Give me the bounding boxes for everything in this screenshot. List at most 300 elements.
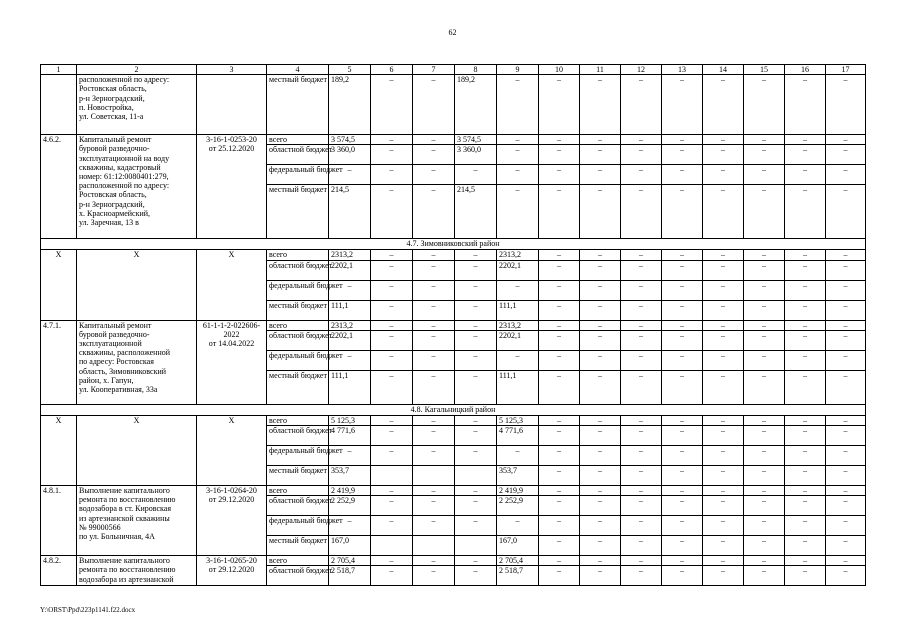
dash-cell: – bbox=[662, 260, 703, 280]
dash-cell: – bbox=[744, 370, 785, 404]
value-cell: 3 360,0 bbox=[329, 145, 371, 165]
column-number: 13 bbox=[662, 65, 703, 75]
dash-cell: – bbox=[826, 370, 866, 404]
object-description-line: Капитальный ремонт bbox=[79, 320, 152, 330]
dash-cell: – bbox=[662, 566, 703, 586]
dash-cell: – bbox=[455, 320, 497, 330]
dash-cell: – bbox=[539, 145, 580, 165]
dash-cell: – bbox=[621, 185, 662, 239]
dash-cell: – bbox=[539, 280, 580, 300]
dash-cell: – bbox=[785, 370, 826, 404]
dash-cell: – bbox=[580, 330, 621, 350]
dash-cell: – bbox=[413, 370, 455, 404]
dash-cell: – bbox=[455, 260, 497, 280]
dash-cell: – bbox=[662, 135, 703, 145]
dash-cell: – bbox=[785, 556, 826, 566]
dash-cell: – bbox=[371, 445, 413, 465]
object-description-line: п. Новостройка, bbox=[79, 102, 134, 112]
dash-cell: – bbox=[703, 465, 744, 485]
dash-cell: – bbox=[371, 516, 413, 536]
financing-table bbox=[40, 64, 866, 586]
dash-cell: – bbox=[497, 350, 539, 370]
dash-cell: – bbox=[785, 516, 826, 536]
column-number: 1 bbox=[41, 65, 77, 75]
dash-cell: – bbox=[785, 165, 826, 185]
dash-cell: – bbox=[580, 566, 621, 586]
dash-cell: – bbox=[662, 185, 703, 239]
budget-type-label: федеральный бюджет bbox=[267, 350, 329, 370]
dash-cell: – bbox=[329, 165, 371, 185]
dash-cell: – bbox=[539, 370, 580, 404]
dash-cell: – bbox=[329, 280, 371, 300]
dash-cell: – bbox=[371, 145, 413, 165]
dash-cell: – bbox=[539, 536, 580, 556]
dash-cell: – bbox=[744, 250, 785, 260]
dash-cell: – bbox=[455, 280, 497, 300]
dash-cell: – bbox=[371, 185, 413, 239]
column-number: 14 bbox=[703, 65, 744, 75]
dash-cell: – bbox=[580, 185, 621, 239]
object-description bbox=[77, 320, 197, 404]
object-description-line: водозабора из артезианской bbox=[79, 574, 174, 584]
dash-cell: – bbox=[785, 536, 826, 556]
dash-cell: – bbox=[539, 415, 580, 425]
dash-cell: – bbox=[826, 465, 866, 485]
dash-cell: – bbox=[744, 280, 785, 300]
dash-cell: – bbox=[826, 320, 866, 330]
object-description-line: Ростовская область, bbox=[79, 84, 147, 94]
dash-cell: – bbox=[744, 536, 785, 556]
dash-cell: – bbox=[703, 445, 744, 465]
dash-cell: – bbox=[455, 165, 497, 185]
empty-cell bbox=[455, 465, 497, 485]
dash-cell: – bbox=[621, 330, 662, 350]
dash-cell: – bbox=[371, 260, 413, 280]
dash-cell: – bbox=[413, 415, 455, 425]
dash-cell: – bbox=[703, 415, 744, 425]
dash-cell: – bbox=[455, 556, 497, 566]
section-title: 4.8. Кагальницкий район bbox=[41, 404, 866, 415]
dash-cell: – bbox=[455, 300, 497, 320]
dash-cell: – bbox=[621, 135, 662, 145]
dash-cell: – bbox=[785, 75, 826, 135]
column-number: 16 bbox=[785, 65, 826, 75]
table-row bbox=[41, 415, 866, 425]
budget-type-label: федеральный бюджет bbox=[267, 165, 329, 185]
object-description-line: х. Красноармейский, bbox=[79, 208, 151, 218]
value-cell: 3 574,5 bbox=[329, 135, 371, 145]
dash-cell: – bbox=[826, 485, 866, 495]
object-description-line: скважины, кадастровый bbox=[79, 162, 161, 172]
dash-cell: – bbox=[539, 135, 580, 145]
object-description bbox=[77, 75, 197, 135]
column-number: 10 bbox=[539, 65, 580, 75]
dash-cell: – bbox=[371, 300, 413, 320]
object-description-line: буровой разведочно- bbox=[79, 144, 150, 154]
dash-cell: – bbox=[703, 516, 744, 536]
dash-cell: – bbox=[785, 566, 826, 586]
dash-cell: – bbox=[497, 75, 539, 135]
dash-cell: – bbox=[826, 566, 866, 586]
dash-cell: – bbox=[785, 320, 826, 330]
dash-cell: – bbox=[539, 566, 580, 586]
dash-cell: – bbox=[826, 536, 866, 556]
dash-cell: – bbox=[371, 425, 413, 445]
value-cell: 4 771,6 bbox=[329, 425, 371, 445]
value-cell: 2 518,7 bbox=[329, 566, 371, 586]
document-ref-line: 3-16-1-0264-20 bbox=[206, 485, 257, 495]
dash-cell: – bbox=[785, 425, 826, 445]
dash-cell: – bbox=[580, 250, 621, 260]
object-description-line: № 99000566 bbox=[79, 522, 121, 532]
document-ref-line: от 14.04.2022 bbox=[208, 338, 255, 348]
dash-cell: – bbox=[826, 75, 866, 135]
dash-cell: – bbox=[580, 445, 621, 465]
dash-cell: – bbox=[413, 445, 455, 465]
dash-cell: – bbox=[662, 250, 703, 260]
dash-cell: – bbox=[744, 145, 785, 165]
value-cell: 2 419,9 bbox=[329, 485, 371, 495]
dash-cell: – bbox=[703, 566, 744, 586]
value-cell: 2202,1 bbox=[329, 330, 371, 350]
object-description-line: буровой разведочно- bbox=[79, 329, 150, 339]
dash-cell: – bbox=[455, 566, 497, 586]
budget-type-label: федеральный бюджет bbox=[267, 516, 329, 536]
object-description-line: Выполнение капитального bbox=[79, 556, 170, 566]
column-number-row bbox=[41, 65, 866, 75]
dash-cell: – bbox=[662, 75, 703, 135]
object-description-line: ул. Кооперативная, 33а bbox=[79, 384, 158, 394]
value-cell: 2202,1 bbox=[497, 260, 539, 280]
x-mark: Х bbox=[41, 250, 77, 320]
column-number: 8 bbox=[455, 65, 497, 75]
dash-cell: – bbox=[539, 165, 580, 185]
budget-type-label: областной бюджет bbox=[267, 425, 329, 445]
value-cell: 2313,2 bbox=[329, 250, 371, 260]
dash-cell: – bbox=[413, 135, 455, 145]
dash-cell: – bbox=[580, 465, 621, 485]
column-number: 6 bbox=[371, 65, 413, 75]
document-ref bbox=[197, 320, 267, 404]
object-description-line: расположенной по адресу: bbox=[79, 181, 170, 191]
dash-cell: – bbox=[497, 445, 539, 465]
dash-cell: – bbox=[785, 300, 826, 320]
table-row bbox=[41, 250, 866, 260]
dash-cell: – bbox=[621, 496, 662, 516]
dash-cell: – bbox=[662, 370, 703, 404]
dash-cell: – bbox=[621, 566, 662, 586]
dash-cell: – bbox=[785, 445, 826, 465]
dash-cell: – bbox=[539, 485, 580, 495]
dash-cell: – bbox=[744, 415, 785, 425]
dash-cell: – bbox=[703, 145, 744, 165]
dash-cell: – bbox=[539, 350, 580, 370]
dash-cell: – bbox=[621, 536, 662, 556]
x-mark: Х bbox=[197, 415, 267, 485]
dash-cell: – bbox=[703, 536, 744, 556]
dash-cell: – bbox=[580, 145, 621, 165]
dash-cell: – bbox=[413, 330, 455, 350]
object-description-line: ул. Заречная, 13 в bbox=[79, 217, 139, 227]
dash-cell: – bbox=[785, 350, 826, 370]
dash-cell: – bbox=[785, 145, 826, 165]
object-description-line: номер: 61:12:0080401:279, bbox=[79, 171, 169, 181]
dash-cell: – bbox=[580, 280, 621, 300]
budget-type-label: всего bbox=[267, 320, 329, 330]
section-title: 4.7. Зимовниковский район bbox=[41, 239, 866, 250]
dash-cell: – bbox=[826, 145, 866, 165]
section-row bbox=[41, 239, 866, 250]
dash-cell: – bbox=[744, 516, 785, 536]
object-description-line: ул. Советская, 11-а bbox=[79, 111, 144, 121]
budget-type-label: всего bbox=[267, 485, 329, 495]
dash-cell: – bbox=[744, 330, 785, 350]
dash-cell: – bbox=[371, 415, 413, 425]
dash-cell: – bbox=[371, 280, 413, 300]
dash-cell: – bbox=[826, 135, 866, 145]
dash-cell: – bbox=[826, 300, 866, 320]
dash-cell: – bbox=[580, 516, 621, 536]
dash-cell: – bbox=[539, 465, 580, 485]
dash-cell: – bbox=[539, 320, 580, 330]
dash-cell: – bbox=[744, 165, 785, 185]
dash-cell: – bbox=[455, 415, 497, 425]
empty-cell bbox=[413, 465, 455, 485]
table-row bbox=[41, 75, 866, 135]
object-description-line: по адресу: Ростовская bbox=[79, 357, 154, 367]
dash-cell: – bbox=[413, 300, 455, 320]
column-number: 4 bbox=[267, 65, 329, 75]
dash-cell: – bbox=[371, 320, 413, 330]
file-path-footer: Y:\ORST\Ppd\223p1141.f22.docx bbox=[40, 606, 136, 614]
empty-cell bbox=[41, 75, 77, 135]
object-description-line: Капитальный ремонт bbox=[79, 135, 152, 145]
dash-cell: – bbox=[826, 250, 866, 260]
dash-cell: – bbox=[826, 415, 866, 425]
dash-cell: – bbox=[703, 320, 744, 330]
dash-cell: – bbox=[662, 165, 703, 185]
dash-cell: – bbox=[371, 250, 413, 260]
dash-cell: – bbox=[580, 556, 621, 566]
dash-cell: – bbox=[580, 260, 621, 280]
dash-cell: – bbox=[703, 75, 744, 135]
budget-type-label: местный бюджет bbox=[267, 465, 329, 485]
x-mark: Х bbox=[197, 250, 267, 320]
column-number: 11 bbox=[580, 65, 621, 75]
dash-cell: – bbox=[329, 445, 371, 465]
dash-cell: – bbox=[662, 415, 703, 425]
dash-cell: – bbox=[785, 465, 826, 485]
dash-cell: – bbox=[621, 556, 662, 566]
dash-cell: – bbox=[497, 135, 539, 145]
dash-cell: – bbox=[413, 250, 455, 260]
dash-cell: – bbox=[413, 425, 455, 445]
dash-cell: – bbox=[497, 280, 539, 300]
value-cell: 167,0 bbox=[497, 536, 539, 556]
dash-cell: – bbox=[371, 135, 413, 145]
dash-cell: – bbox=[413, 165, 455, 185]
dash-cell: – bbox=[580, 300, 621, 320]
dash-cell: – bbox=[785, 280, 826, 300]
object-description-line: р-н Зерноградский, bbox=[79, 199, 145, 209]
budget-type-label: областной бюджет bbox=[267, 566, 329, 586]
document-ref-line: 61-1-1-2-022606- bbox=[202, 320, 261, 330]
table-row bbox=[41, 135, 866, 145]
dash-cell: – bbox=[371, 75, 413, 135]
document-ref-line: 3-16-1-0265-20 bbox=[206, 556, 257, 566]
value-cell: 2202,1 bbox=[329, 260, 371, 280]
value-cell: 214,5 bbox=[329, 185, 371, 239]
object-description-line: скважины, расположенной bbox=[79, 348, 171, 358]
document-ref-line: 3-16-1-0253-20 bbox=[206, 135, 257, 145]
dash-cell: – bbox=[413, 496, 455, 516]
dash-cell: – bbox=[580, 75, 621, 135]
dash-cell: – bbox=[371, 566, 413, 586]
dash-cell: – bbox=[785, 185, 826, 239]
object-description-line: область, Зимовниковский bbox=[79, 366, 167, 376]
object-description-line: эксплуатационной на воду bbox=[79, 153, 170, 163]
value-cell: 2313,2 bbox=[329, 320, 371, 330]
value-cell: 2 518,7 bbox=[497, 566, 539, 586]
dash-cell: – bbox=[744, 465, 785, 485]
object-description bbox=[77, 135, 197, 239]
dash-cell: – bbox=[744, 496, 785, 516]
object-description-line: ремонта по восстановлению bbox=[79, 565, 176, 575]
dash-cell: – bbox=[703, 165, 744, 185]
value-cell: 214,5 bbox=[455, 185, 497, 239]
value-cell: 2 705,4 bbox=[329, 556, 371, 566]
budget-type-label: местный бюджет bbox=[267, 300, 329, 320]
dash-cell: – bbox=[413, 320, 455, 330]
dash-cell: – bbox=[371, 165, 413, 185]
dash-cell: – bbox=[413, 185, 455, 239]
object-description-line: Выполнение капитального bbox=[79, 485, 170, 495]
dash-cell: – bbox=[539, 300, 580, 320]
budget-type-label: областной бюджет bbox=[267, 496, 329, 516]
dash-cell: – bbox=[826, 185, 866, 239]
dash-cell: – bbox=[539, 425, 580, 445]
empty-cell bbox=[413, 536, 455, 556]
object-description-line: ремонта по восстановлению bbox=[79, 495, 176, 505]
document-ref bbox=[197, 135, 267, 239]
dash-cell: – bbox=[539, 75, 580, 135]
value-cell: 2 252,9 bbox=[329, 496, 371, 516]
dash-cell: – bbox=[744, 566, 785, 586]
item-number: 4.8.2. bbox=[41, 556, 77, 586]
budget-type-label: областной бюджет bbox=[267, 330, 329, 350]
value-cell: 2313,2 bbox=[497, 320, 539, 330]
budget-type-label: местный бюджет bbox=[267, 185, 329, 239]
dash-cell: – bbox=[455, 350, 497, 370]
dash-cell: – bbox=[703, 300, 744, 320]
dash-cell: – bbox=[371, 496, 413, 516]
dash-cell: – bbox=[744, 260, 785, 280]
object-description-line: эксплуатационной bbox=[79, 338, 142, 348]
dash-cell: – bbox=[826, 556, 866, 566]
dash-cell: – bbox=[744, 445, 785, 465]
dash-cell: – bbox=[621, 425, 662, 445]
value-cell: 2 705,4 bbox=[497, 556, 539, 566]
item-number: 4.8.1. bbox=[41, 485, 77, 555]
dash-cell: – bbox=[703, 280, 744, 300]
dash-cell: – bbox=[621, 280, 662, 300]
column-number: 5 bbox=[329, 65, 371, 75]
dash-cell: – bbox=[662, 300, 703, 320]
dash-cell: – bbox=[621, 250, 662, 260]
object-description-line: из артезианской скважины bbox=[79, 513, 170, 523]
dash-cell: – bbox=[826, 496, 866, 516]
dash-cell: – bbox=[621, 320, 662, 330]
dash-cell: – bbox=[539, 330, 580, 350]
dash-cell: – bbox=[826, 165, 866, 185]
value-cell: 2 252,9 bbox=[497, 496, 539, 516]
value-cell: 2202,1 bbox=[497, 330, 539, 350]
dash-cell: – bbox=[621, 370, 662, 404]
budget-type-label: областной бюджет bbox=[267, 260, 329, 280]
dash-cell: – bbox=[662, 425, 703, 445]
dash-cell: – bbox=[744, 556, 785, 566]
dash-cell: – bbox=[785, 496, 826, 516]
dash-cell: – bbox=[621, 165, 662, 185]
dash-cell: – bbox=[621, 465, 662, 485]
dash-cell: – bbox=[455, 330, 497, 350]
dash-cell: – bbox=[621, 75, 662, 135]
budget-type-label: федеральный бюджет bbox=[267, 445, 329, 465]
dash-cell: – bbox=[662, 536, 703, 556]
value-cell: 189,2 bbox=[455, 75, 497, 135]
budget-type-label: местный бюджет bbox=[267, 370, 329, 404]
dash-cell: – bbox=[662, 516, 703, 536]
object-description bbox=[77, 485, 197, 555]
budget-type-label: всего bbox=[267, 135, 329, 145]
dash-cell: – bbox=[662, 445, 703, 465]
dash-cell: – bbox=[455, 370, 497, 404]
dash-cell: – bbox=[413, 350, 455, 370]
dash-cell: – bbox=[539, 445, 580, 465]
dash-cell: – bbox=[662, 350, 703, 370]
dash-cell: – bbox=[662, 145, 703, 165]
value-cell: 189,2 bbox=[329, 75, 371, 135]
dash-cell: – bbox=[785, 260, 826, 280]
dash-cell: – bbox=[621, 415, 662, 425]
value-cell: 3 360,0 bbox=[455, 145, 497, 165]
dash-cell: – bbox=[497, 185, 539, 239]
dash-cell: – bbox=[413, 145, 455, 165]
budget-type-label: всего bbox=[267, 556, 329, 566]
dash-cell: – bbox=[329, 350, 371, 370]
dash-cell: – bbox=[744, 300, 785, 320]
dash-cell: – bbox=[455, 250, 497, 260]
item-number: 4.7.1. bbox=[41, 320, 77, 404]
column-number: 7 bbox=[413, 65, 455, 75]
dash-cell: – bbox=[371, 556, 413, 566]
dash-cell: – bbox=[785, 415, 826, 425]
dash-cell: – bbox=[580, 485, 621, 495]
empty-cell bbox=[371, 465, 413, 485]
dash-cell: – bbox=[621, 260, 662, 280]
dash-cell: – bbox=[621, 145, 662, 165]
object-description bbox=[77, 556, 197, 586]
dash-cell: – bbox=[744, 485, 785, 495]
dash-cell: – bbox=[497, 145, 539, 165]
value-cell: 353,7 bbox=[497, 465, 539, 485]
dash-cell: – bbox=[371, 370, 413, 404]
dash-cell: – bbox=[785, 250, 826, 260]
dash-cell: – bbox=[580, 496, 621, 516]
column-number: 15 bbox=[744, 65, 785, 75]
dash-cell: – bbox=[744, 350, 785, 370]
dash-cell: – bbox=[580, 536, 621, 556]
